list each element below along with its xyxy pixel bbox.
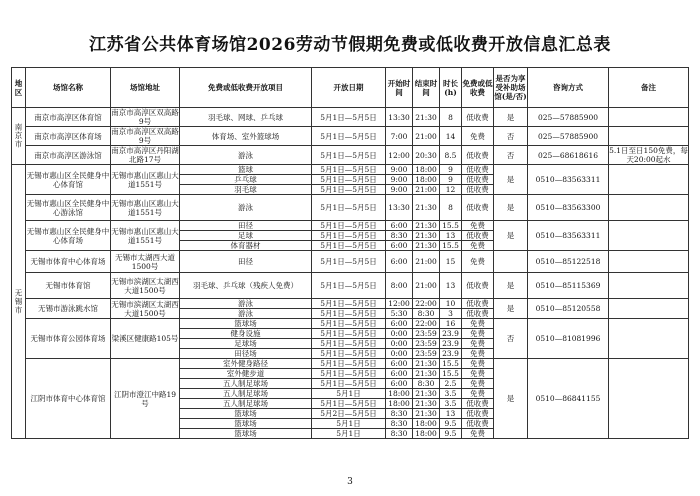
venue-item: 游泳 (180, 195, 312, 221)
venue-open: 18:00 (386, 389, 413, 399)
venue-fee: 免费 (462, 339, 494, 349)
venue-date: 5月1日—5月5日 (312, 165, 386, 175)
venue-open: 0:00 (386, 349, 413, 359)
venue-address: 南京市高淳区丹阳湖北路17号 (111, 146, 179, 164)
venue-open: 12:00 (386, 299, 413, 309)
venue-hours: 12 (440, 185, 462, 195)
venue-date: 5月1日—5月5日 (312, 339, 386, 349)
venue-date: 5月1日—5月5日 (312, 299, 386, 309)
venue-item: 健身设施 (180, 329, 312, 339)
venue-open: 12:00 (386, 146, 413, 165)
venue-item: 羽毛球、网球、乒乓球 (180, 108, 312, 127)
venue-subsidy: 是 (494, 195, 528, 221)
region-wuxi: 无锡市 (12, 165, 26, 439)
venue-fee: 免费 (462, 369, 494, 379)
table-row (12, 319, 689, 329)
venue-open: 6:00 (386, 319, 413, 329)
venue-date: 5月1日—5月5日 (312, 359, 386, 369)
venue-date: 5月1日—5月5日 (312, 241, 386, 251)
venue-open: 6:00 (386, 359, 413, 369)
venue-item: 羽毛球 (180, 185, 312, 195)
venue-date: 5月1日 (312, 389, 386, 399)
venue-fee: 低收费 (462, 146, 494, 165)
header-date: 开放日期 (312, 68, 386, 108)
venue-close: 21:30 (413, 399, 440, 409)
venue-hours: 3.5 (440, 389, 462, 399)
venue-address: 江阴市澄江中路19号 (111, 359, 180, 439)
venue-note (609, 221, 689, 251)
venue-note (609, 108, 689, 127)
venue-date: 5月1日—5月5日 (312, 175, 386, 185)
venue-item: 体育场、室外篮球场 (180, 127, 312, 146)
venue-item: 游泳 (180, 146, 312, 165)
table-row (12, 127, 689, 146)
venue-fee: 低收费 (462, 175, 494, 185)
venue-close: 21:30 (413, 409, 440, 419)
venue-fee: 免费 (462, 429, 494, 439)
venue-fee: 低收费 (462, 108, 494, 127)
venue-hours: 9.5 (440, 419, 462, 429)
venue-hours: 16 (440, 319, 462, 329)
venue-date: 5月1日 (312, 429, 386, 439)
header-hours: 时长(h) (440, 68, 462, 108)
venue-date: 5月1日—5月5日 (312, 273, 386, 299)
venue-date: 5月1日—5月5日 (312, 146, 386, 165)
page-number: 3 (347, 477, 353, 487)
venue-address: 无锡市滨湖区太湖西大道1500号 (111, 273, 180, 299)
venue-note (609, 299, 689, 319)
venue-close: 23:59 (413, 339, 440, 349)
venue-open: 9:00 (386, 165, 413, 175)
header-contact: 咨询方式 (528, 68, 609, 108)
venue-subsidy: 是 (494, 108, 528, 127)
venue-date: 5月1日—5月5日 (312, 399, 386, 409)
venue-item: 五人制足球场 (180, 379, 312, 389)
venue-close: 21:30 (413, 359, 440, 369)
venue-address: 南京市高淳区双高路9号 (111, 108, 179, 126)
venue-hours: 3 (440, 309, 462, 319)
venue-close: 21:30 (413, 221, 440, 231)
venue-close: 20:30 (413, 146, 440, 165)
venue-note (609, 319, 689, 359)
venue-item: 室外健身路径 (180, 359, 312, 369)
venue-date: 5月1日—5月5日 (312, 309, 386, 319)
venue-close: 18:00 (413, 165, 440, 175)
venue-open: 0:00 (386, 329, 413, 339)
venue-note (609, 195, 689, 221)
venue-item: 田径 (180, 251, 312, 273)
table-header-row (12, 68, 689, 108)
venue-hours: 23.9 (440, 329, 462, 339)
header-fee: 免费或低收费 (462, 68, 494, 108)
venue-open: 5:30 (386, 309, 413, 319)
table-row (12, 221, 689, 231)
venue-date: 5月1日—5月5日 (312, 379, 386, 389)
venue-name: 无锡市体育馆 (26, 273, 111, 299)
venue-open: 6:00 (386, 369, 413, 379)
venue-subsidy: 是 (494, 299, 528, 319)
venue-hours: 9.5 (440, 429, 462, 439)
table-row (12, 165, 689, 175)
venue-note: 5.1日至日150免费，每天20:00起水 (609, 146, 688, 164)
table-row (12, 273, 689, 299)
venue-date: 5月1日 (312, 419, 386, 429)
venue-date: 5月1日—5月5日 (312, 231, 386, 241)
venue-fee: 免费 (462, 359, 494, 369)
venue-fee: 免费 (462, 349, 494, 359)
venue-subsidy: 是 (494, 221, 528, 251)
venue-hours: 13 (440, 231, 462, 241)
venue-contact: 0510—85122518 (528, 251, 609, 273)
venue-hours: 15.5 (440, 369, 462, 379)
venue-fee: 免费 (462, 241, 494, 251)
region-nanjing: 南京市 (12, 108, 26, 165)
header-items: 免费或低收费开放项目 (180, 68, 312, 108)
venue-subsidy: 否 (494, 319, 528, 359)
venue-fee: 低收费 (462, 195, 494, 221)
venue-subsidy: 是 (494, 165, 528, 195)
venue-subsidy: 是 (494, 273, 528, 299)
venue-note (609, 127, 689, 146)
header-subsidy: 是否为享受补助场馆(是/否) (494, 68, 528, 108)
venue-open: 6:00 (386, 251, 413, 273)
venue-contact: 025—68618616 (528, 146, 609, 165)
venue-fee: 低收费 (462, 273, 494, 299)
venue-name: 江阴市体育中心体育馆 (26, 359, 111, 439)
venue-hours: 23.9 (440, 339, 462, 349)
venue-fee: 低收费 (462, 309, 494, 319)
venue-item: 篮球场 (180, 429, 312, 439)
header-open: 开始时间 (386, 68, 413, 108)
venue-close: 21:30 (413, 369, 440, 379)
venue-date: 5月1日—5月5日 (312, 319, 386, 329)
venue-address: 无锡市惠山区惠山大道1551号 (111, 165, 180, 195)
venue-hours: 9 (440, 165, 462, 175)
venue-item: 田径 (180, 221, 312, 231)
venue-close: 21:30 (413, 108, 440, 127)
venue-address: 无锡市滨湖区太湖西大道1500号 (111, 299, 179, 318)
venue-hours: 13 (440, 409, 462, 419)
venue-open: 6:00 (386, 241, 413, 251)
venue-open: 8:30 (386, 231, 413, 241)
venue-open: 8:30 (386, 419, 413, 429)
venue-hours: 15.5 (440, 241, 462, 251)
venue-note (609, 165, 689, 195)
venue-close: 23:59 (413, 349, 440, 359)
table-row (12, 251, 689, 273)
venue-fee: 免费 (462, 221, 494, 231)
venue-date: 5月2日—5月5日 (312, 409, 386, 419)
venue-close: 18:00 (413, 175, 440, 185)
venue-hours: 8 (440, 195, 462, 221)
venue-close: 8:30 (413, 379, 440, 389)
venue-contact: 025—57885900 (528, 127, 609, 146)
venue-open: 13:30 (386, 195, 413, 221)
venue-item: 五人制足球场 (180, 399, 312, 409)
venue-hours: 15 (440, 251, 462, 273)
venue-open: 8:30 (386, 409, 413, 419)
venue-open: 9:00 (386, 175, 413, 185)
venue-close: 8:30 (413, 309, 440, 319)
venue-date: 5月1日—5月5日 (312, 195, 386, 221)
venue-subsidy: 是 (494, 359, 528, 439)
venue-fee: 低收费 (462, 185, 494, 195)
venue-date: 5月1日—5月5日 (312, 329, 386, 339)
venue-item: 篮球场 (180, 419, 312, 429)
venue-open: 7:00 (386, 127, 413, 146)
venue-date: 5月1日—5月5日 (312, 185, 386, 195)
venue-name: 无锡市惠山区全民健身中心体育场 (26, 221, 111, 251)
venue-hours: 9 (440, 175, 462, 185)
venue-close: 21:30 (413, 241, 440, 251)
header-name: 场馆名称 (26, 68, 111, 108)
venue-contact: 0510—81081996 (528, 319, 609, 359)
venue-close: 22:00 (413, 319, 440, 329)
venue-hours: 10 (440, 299, 462, 309)
table-row (12, 299, 689, 309)
venue-date: 5月1日—5月5日 (312, 349, 386, 359)
venue-open: 8:00 (386, 273, 413, 299)
venue-item: 游泳 (180, 309, 312, 319)
venue-close: 21:30 (413, 231, 440, 241)
venue-fee: 低收费 (462, 399, 494, 409)
venue-contact: 0510—85120558 (528, 299, 609, 319)
venue-close: 22:00 (413, 299, 440, 309)
venue-item: 体育器材 (180, 241, 312, 251)
venue-name: 南京市高淳区体育馆 (26, 108, 111, 127)
venue-fee: 低收费 (462, 165, 494, 175)
venue-open: 6:00 (386, 221, 413, 231)
venue-address: 无锡市惠山区惠山大道1551号 (111, 195, 180, 221)
venue-open: 13:30 (386, 108, 413, 127)
venue-address: 无锡市太湖西大道1500号 (111, 251, 180, 273)
venue-contact: 0510—83563300 (528, 195, 609, 221)
page-title: 江苏省公共体育场馆2026劳动节假期免费或低收费开放信息汇总表 (89, 35, 611, 55)
venue-item: 篮球 (180, 165, 312, 175)
venue-close: 18:00 (413, 429, 440, 439)
venue-hours: 15.5 (440, 359, 462, 369)
venue-fee: 免费 (462, 379, 494, 389)
venue-item: 室外健步道 (180, 369, 312, 379)
venue-subsidy: 否 (494, 127, 528, 146)
venue-item: 篮球场 (180, 319, 312, 329)
venue-subsidy: 否 (494, 146, 528, 165)
venue-hours: 8.5 (440, 146, 462, 165)
venue-fee: 免费 (462, 389, 494, 399)
venue-close: 21:00 (413, 251, 440, 273)
venue-fee: 低收费 (462, 419, 494, 429)
venue-open: 8:30 (386, 429, 413, 439)
venue-name: 无锡市游泳跳水馆 (26, 299, 111, 319)
venue-item: 足球 (180, 231, 312, 241)
table-row (12, 359, 689, 369)
venue-close: 21:00 (413, 273, 440, 299)
venue-fee: 免费 (462, 251, 494, 273)
venue-open: 6:00 (386, 379, 413, 389)
venue-fee: 低收费 (462, 299, 494, 309)
venue-fee: 低收费 (462, 409, 494, 419)
venue-name: 无锡市惠山区全民健身中心体育馆 (26, 165, 111, 195)
header-close: 结束时间 (413, 68, 440, 108)
venue-note (609, 359, 689, 439)
venue-note (609, 273, 689, 299)
venue-date: 5月1日—5月5日 (312, 251, 386, 273)
venue-open: 9:00 (386, 185, 413, 195)
venue-name: 南京市高淳区游泳馆 (26, 146, 111, 165)
venue-name: 无锡市体育中心体育场 (26, 251, 111, 273)
venue-name: 南京市高淳区体育场 (26, 127, 111, 146)
venue-open: 18:00 (386, 399, 413, 409)
venue-fee: 免费 (462, 127, 494, 146)
venue-item: 游泳 (180, 299, 312, 309)
venue-hours: 23.9 (440, 349, 462, 359)
venue-note (609, 251, 689, 273)
venue-contact: 0510—85115369 (528, 273, 609, 299)
venue-hours: 2.5 (440, 379, 462, 389)
venue-contact: 0510—86841155 (528, 359, 609, 439)
venue-name: 无锡市惠山区全民健身中心游泳馆 (26, 195, 111, 221)
venue-item: 羽毛球、乒乓球（残疾人免费） (180, 273, 312, 299)
table-row (12, 146, 689, 165)
venue-fee: 低收费 (462, 231, 494, 241)
venue-name: 无锡市体育公园体育场 (26, 319, 111, 359)
venue-close: 23:59 (413, 329, 440, 339)
venue-open: 0:00 (386, 339, 413, 349)
header-note: 备注 (609, 68, 689, 108)
venue-hours: 3.5 (440, 399, 462, 409)
venue-item: 篮球场 (180, 409, 312, 419)
venue-item: 足球场 (180, 339, 312, 349)
header-address: 场馆地址 (111, 68, 180, 108)
venue-table (11, 67, 689, 439)
venue-contact: 025—57885900 (528, 108, 609, 127)
venue-close: 21:00 (413, 127, 440, 146)
venue-close: 21:30 (413, 195, 440, 221)
venue-hours: 13 (440, 273, 462, 299)
venue-date: 5月1日—5月5日 (312, 108, 386, 127)
venue-contact: 0510—83563311 (528, 221, 609, 251)
venue-date: 5月1日—5月5日 (312, 369, 386, 379)
table-row (12, 108, 689, 127)
venue-contact: 0510—83563311 (528, 165, 609, 195)
venue-close: 21:00 (413, 185, 440, 195)
venue-fee: 免费 (462, 319, 494, 329)
venue-hours: 15.5 (440, 221, 462, 231)
venue-item: 田径场 (180, 349, 312, 359)
venue-address: 梁溪区健康路105号 (111, 319, 180, 359)
venue-close: 18:00 (413, 419, 440, 429)
venue-address: 南京市高淳区双高路9号 (111, 127, 179, 145)
venue-date: 5月1日—5月5日 (312, 127, 386, 146)
venue-hours: 8 (440, 108, 462, 127)
venue-subsidy (494, 251, 528, 273)
venue-fee: 免费 (462, 329, 494, 339)
header-region: 地区 (12, 68, 26, 108)
venue-item: 乒乓球 (180, 175, 312, 185)
venue-item: 五人制足球场 (180, 389, 312, 399)
venue-close: 21:30 (413, 389, 440, 399)
venue-date: 5月1日—5月5日 (312, 221, 386, 231)
venue-address: 无锡市惠山区惠山大道1551号 (111, 221, 180, 251)
table-row (12, 195, 689, 221)
venue-hours: 14 (440, 127, 462, 146)
